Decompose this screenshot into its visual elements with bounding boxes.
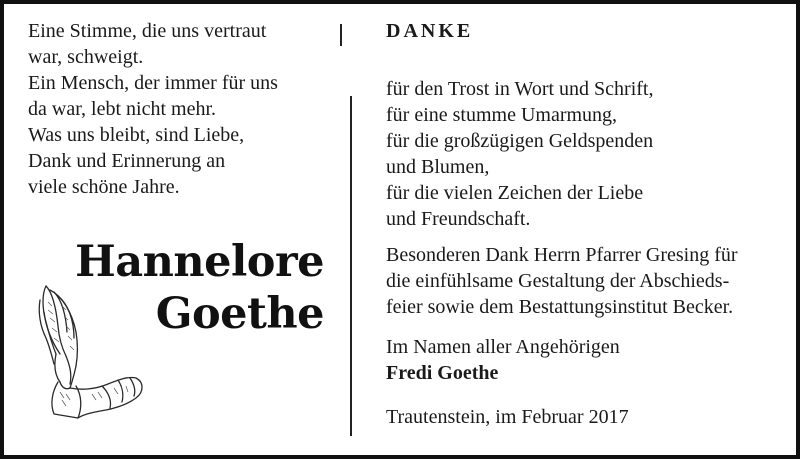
memorial-poem <box>28 18 348 200</box>
deceased-last-name: Goethe <box>155 289 324 339</box>
thanks-line: und Blumen, <box>386 156 490 178</box>
signer-name: Fredi Goethe <box>386 362 499 384</box>
poem-line: da war, lebt nicht mehr. <box>28 98 217 120</box>
poem-line: viele schöne Jahre. <box>28 176 180 198</box>
deceased-first-name: Hannelore <box>75 237 324 287</box>
thanks-line: für eine stumme Umarmung, <box>386 104 618 126</box>
signoff-text: Im Namen aller Angehörigen <box>386 336 620 358</box>
thanks-line: für die großzügigen Geldspenden <box>386 130 654 152</box>
thanks-line: und Freundschaft. <box>386 208 531 230</box>
signoff-block <box>386 334 786 386</box>
thanks-section <box>386 18 786 386</box>
poem-line: Ein Mensch, der immer für uns <box>28 72 278 94</box>
special-thanks-line: feier sowie dem Bestattungsinstitut Becker. <box>386 296 734 318</box>
poem-line: Was uns bleibt, sind Liebe, <box>28 124 245 146</box>
thanks-heading: DANKE <box>386 20 474 42</box>
poem-line: war, schweigt. <box>28 46 144 68</box>
special-thanks-line: die einfühlsame Gestaltung der Abschieds- <box>386 270 730 292</box>
column-divider <box>350 96 352 436</box>
thanks-list <box>386 76 786 232</box>
thanks-line: für die vielen Zeichen der Liebe <box>386 182 644 204</box>
praying-hands-icon <box>32 282 152 422</box>
special-thanks-line: Besonderen Dank Herrn Pfarrer Gresing für <box>386 244 738 266</box>
special-thanks <box>386 242 786 320</box>
place-date: Trautenstein, im Februar 2017 <box>386 406 629 428</box>
thanks-line: für den Trost in Wort und Schrift, <box>386 78 654 100</box>
poem-line: Eine Stimme, die uns vertraut <box>28 20 267 42</box>
poem-line: Dank und Erinnerung an <box>28 150 226 172</box>
column-divider-top <box>340 24 342 46</box>
